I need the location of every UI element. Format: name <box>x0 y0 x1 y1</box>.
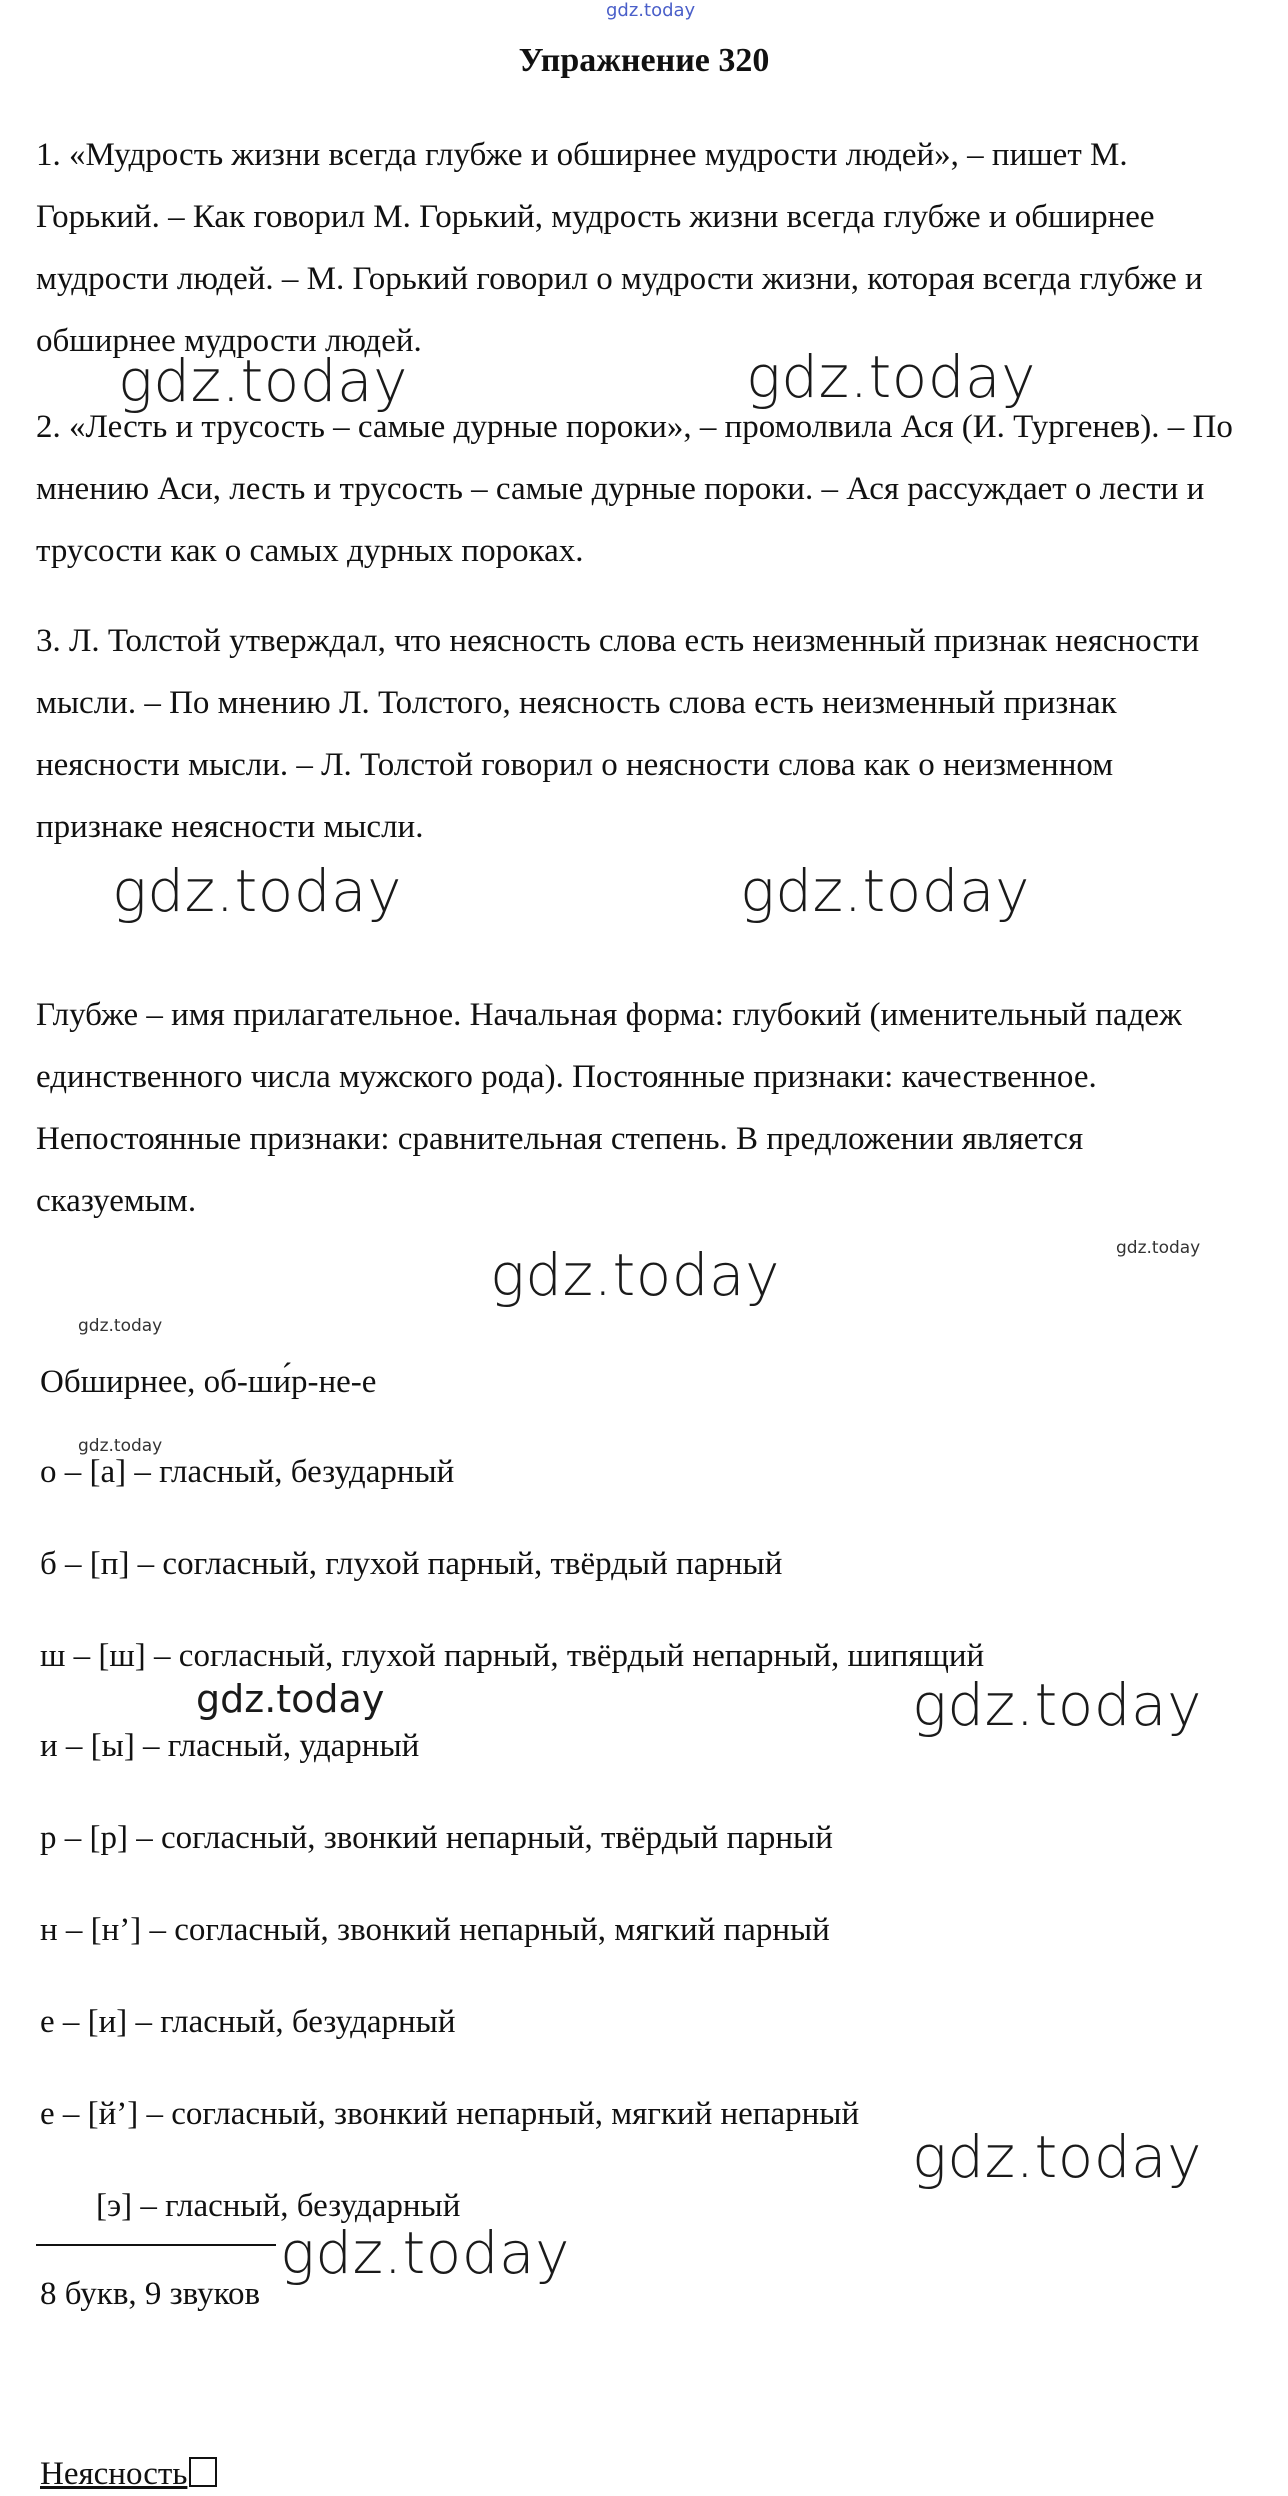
watermark: gdz.today <box>746 343 1036 411</box>
site-watermark-top: gdz.today <box>606 0 696 21</box>
watermark-small: gdz.today <box>78 1436 163 1456</box>
sound-line: е – [и] – гласный, безударный <box>40 2004 456 2040</box>
sound-line: ш – [ш] – согласный, глухой парный, твёрдый непарный, шипящий <box>40 1638 985 1674</box>
watermark: gdz.today <box>912 1671 1202 1739</box>
watermark: gdz.today <box>912 2123 1202 2191</box>
morphemic-word <box>40 2456 217 2493</box>
sound-line: о – [а] – гласный, безударный <box>40 1454 455 1490</box>
sound-line: р – [р] – согласный, звонкий непарный, твёрдый парный <box>40 1820 833 1856</box>
watermark-small: gdz.today <box>78 1316 163 1336</box>
letters-sounds-summary: 8 букв, 9 звуков <box>40 2276 261 2312</box>
watermark: gdz.today <box>112 857 402 925</box>
sound-line: б – [п] – согласный, глухой парный, твёрдый парный <box>40 1546 783 1582</box>
watermark: gdz.today <box>196 1677 385 1721</box>
exercise-title: Упражнение 320 <box>518 42 770 79</box>
divider-line <box>36 2244 276 2246</box>
paragraph-3: 3. Л. Толстой утверждал, что неясность слова есть неизменный признак неясности мысли. – По мнению Л. Толстого, неясность слова есть неизменный признак неясности мысли. – Л. Толстой говорил о неясности слова как о неизменном признаке неясности мысли. <box>36 623 1200 845</box>
watermark: gdz.today <box>280 2219 570 2287</box>
morphemic-word-text: Неясность <box>40 2456 188 2492</box>
watermark: gdz.today <box>740 857 1030 925</box>
watermark-small: gdz.today <box>1116 1238 1201 1258</box>
sound-line: е – [й’] – согласный, звонкий непарный, мягкий непарный <box>40 2096 860 2132</box>
sound-line: [э] – гласный, безударный <box>96 2188 461 2224</box>
paragraph-1: 1. «Мудрость жизни всегда глубже и обширнее мудрости людей», – пишет М. Горький. – Как говорил М. Горький, мудрость жизни всегда глубже и обширнее мудрости людей. – М. Горький говорил о мудрости жизни, которая всегда глубже и обширнее мудрости людей. <box>36 137 1203 359</box>
paragraph-2: 2. «Лесть и трусость – самые дурные пороки», – промолвила Ася (И. Тургенев). – По мнению Аси, лесть и трусость – самые дурные пороки. – Ася рассуждает о лести и трусости как о самых дурных пороках. <box>36 409 1233 569</box>
paragraph-4: Глубже – имя прилагательное. Начальная форма: глубокий (именительный падеж единственного числа мужского рода). Постоянные признаки: качественное. Непостоянные признаки: сравнительная степень. В предложении является сказуемым. <box>36 997 1182 1219</box>
watermark: gdz.today <box>490 1241 780 1309</box>
sound-line: н – [н’] – согласный, звонкий непарный, мягкий парный <box>40 1912 830 1948</box>
watermark: gdz.today <box>118 347 408 415</box>
ending-box-icon <box>189 2457 217 2487</box>
phonetic-word-line: Обширнее, об-ши́р-не-е <box>40 1364 377 1400</box>
sound-line: и – [ы] – гласный, ударный <box>40 1728 420 1764</box>
